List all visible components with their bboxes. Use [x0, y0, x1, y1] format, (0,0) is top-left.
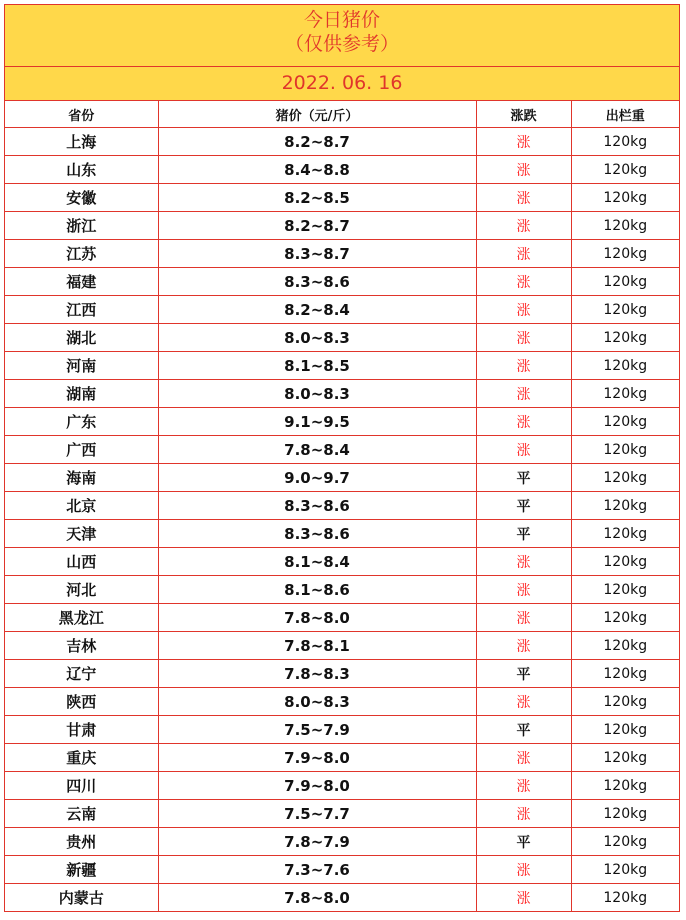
trend-cell: 平	[476, 660, 571, 688]
province-cell: 河南	[5, 352, 158, 380]
province-cell: 安徽	[5, 184, 158, 212]
province-cell: 陕西	[5, 688, 158, 716]
price-cell: 9.0~9.7	[158, 464, 476, 492]
province-cell: 江苏	[5, 240, 158, 268]
page-title: 今日猪价	[303, 9, 380, 31]
weight-cell: 120kg	[571, 744, 679, 772]
price-cell: 8.3~8.6	[158, 492, 476, 520]
province-cell: 黑龙江	[5, 604, 158, 632]
table-row	[5, 492, 679, 520]
province-cell: 山西	[5, 548, 158, 576]
weight-cell: 120kg	[571, 660, 679, 688]
trend-cell: 涨	[476, 800, 571, 828]
column-header-trend: 涨跌	[476, 101, 571, 128]
price-cell: 8.2~8.5	[158, 184, 476, 212]
table-row	[5, 464, 679, 492]
trend-cell: 涨	[476, 380, 571, 408]
table-row	[5, 772, 679, 800]
table-row	[5, 884, 679, 912]
trend-cell: 涨	[476, 212, 571, 240]
table-body	[5, 128, 679, 912]
price-cell: 7.8~8.1	[158, 632, 476, 660]
weight-cell: 120kg	[571, 324, 679, 352]
weight-cell: 120kg	[571, 408, 679, 436]
table-row	[5, 408, 679, 436]
price-cell: 7.8~8.3	[158, 660, 476, 688]
price-cell: 8.2~8.4	[158, 296, 476, 324]
table-row	[5, 520, 679, 548]
province-cell: 湖北	[5, 324, 158, 352]
table-row	[5, 576, 679, 604]
trend-cell: 平	[476, 492, 571, 520]
weight-cell: 120kg	[571, 240, 679, 268]
weight-cell: 120kg	[571, 716, 679, 744]
province-cell: 天津	[5, 520, 158, 548]
weight-cell: 120kg	[571, 800, 679, 828]
weight-cell: 120kg	[571, 604, 679, 632]
price-cell: 8.0~8.3	[158, 688, 476, 716]
weight-cell: 120kg	[571, 156, 679, 184]
trend-cell: 涨	[476, 128, 571, 156]
province-cell: 吉林	[5, 632, 158, 660]
table-row	[5, 688, 679, 716]
weight-cell: 120kg	[571, 772, 679, 800]
column-header-price: 猪价（元/斤）	[158, 101, 476, 128]
trend-cell: 涨	[476, 268, 571, 296]
table-row	[5, 604, 679, 632]
trend-cell: 涨	[476, 352, 571, 380]
price-cell: 8.3~8.6	[158, 268, 476, 296]
weight-cell: 120kg	[571, 884, 679, 912]
price-cell: 7.8~7.9	[158, 828, 476, 856]
province-cell: 河北	[5, 576, 158, 604]
province-cell: 广西	[5, 436, 158, 464]
trend-cell: 涨	[476, 324, 571, 352]
province-cell: 云南	[5, 800, 158, 828]
trend-cell: 涨	[476, 436, 571, 464]
weight-cell: 120kg	[571, 632, 679, 660]
trend-cell: 涨	[476, 772, 571, 800]
province-cell: 内蒙古	[5, 884, 158, 912]
trend-cell: 涨	[476, 576, 571, 604]
table-row	[5, 548, 679, 576]
table-row	[5, 716, 679, 744]
province-cell: 四川	[5, 772, 158, 800]
price-cell: 8.2~8.7	[158, 212, 476, 240]
province-cell: 贵州	[5, 828, 158, 856]
weight-cell: 120kg	[571, 352, 679, 380]
province-cell: 海南	[5, 464, 158, 492]
province-cell: 辽宁	[5, 660, 158, 688]
table-row	[5, 632, 679, 660]
weight-cell: 120kg	[571, 828, 679, 856]
weight-cell: 120kg	[571, 184, 679, 212]
weight-cell: 120kg	[571, 548, 679, 576]
weight-cell: 120kg	[571, 296, 679, 324]
trend-cell: 平	[476, 464, 571, 492]
price-cell: 7.3~7.6	[158, 856, 476, 884]
province-cell: 浙江	[5, 212, 158, 240]
weight-cell: 120kg	[571, 436, 679, 464]
price-cell: 8.0~8.3	[158, 380, 476, 408]
price-cell: 8.4~8.8	[158, 156, 476, 184]
weight-cell: 120kg	[571, 856, 679, 884]
weight-cell: 120kg	[571, 576, 679, 604]
price-table	[5, 101, 679, 911]
weight-cell: 120kg	[571, 520, 679, 548]
province-cell: 湖南	[5, 380, 158, 408]
trend-cell: 平	[476, 520, 571, 548]
table-row	[5, 324, 679, 352]
province-cell: 广东	[5, 408, 158, 436]
page-subtitle: （仅供参考）	[284, 33, 399, 55]
price-cell: 7.5~7.9	[158, 716, 476, 744]
table-row	[5, 660, 679, 688]
table-row	[5, 800, 679, 828]
table-row	[5, 240, 679, 268]
table-row	[5, 268, 679, 296]
province-cell: 上海	[5, 128, 158, 156]
table-row	[5, 184, 679, 212]
weight-cell: 120kg	[571, 128, 679, 156]
table-row	[5, 380, 679, 408]
price-cell: 7.8~8.0	[158, 604, 476, 632]
table-row	[5, 828, 679, 856]
price-cell: 8.3~8.6	[158, 520, 476, 548]
trend-cell: 涨	[476, 604, 571, 632]
trend-cell: 涨	[476, 548, 571, 576]
weight-cell: 120kg	[571, 268, 679, 296]
table-row	[5, 212, 679, 240]
price-cell: 8.3~8.7	[158, 240, 476, 268]
trend-cell: 涨	[476, 688, 571, 716]
price-cell: 8.1~8.6	[158, 576, 476, 604]
province-cell: 新疆	[5, 856, 158, 884]
trend-cell: 涨	[476, 408, 571, 436]
pig-price-sheet	[4, 4, 680, 912]
trend-cell: 平	[476, 716, 571, 744]
trend-cell: 涨	[476, 184, 571, 212]
trend-cell: 涨	[476, 856, 571, 884]
table-header-row	[5, 101, 679, 128]
price-cell: 8.1~8.5	[158, 352, 476, 380]
table-row	[5, 856, 679, 884]
table-row	[5, 352, 679, 380]
province-cell: 山东	[5, 156, 158, 184]
price-cell: 9.1~9.5	[158, 408, 476, 436]
report-date: 2022. 06. 16	[5, 66, 679, 100]
table-row	[5, 744, 679, 772]
province-cell: 重庆	[5, 744, 158, 772]
column-header-weight: 出栏重	[571, 101, 679, 128]
trend-cell: 涨	[476, 884, 571, 912]
province-cell: 甘肃	[5, 716, 158, 744]
province-cell: 福建	[5, 268, 158, 296]
trend-cell: 涨	[476, 156, 571, 184]
trend-cell: 涨	[476, 632, 571, 660]
price-cell: 8.0~8.3	[158, 324, 476, 352]
weight-cell: 120kg	[571, 212, 679, 240]
weight-cell: 120kg	[571, 492, 679, 520]
sheet-header	[5, 5, 679, 101]
weight-cell: 120kg	[571, 380, 679, 408]
price-cell: 7.8~8.0	[158, 884, 476, 912]
trend-cell: 平	[476, 828, 571, 856]
trend-cell: 涨	[476, 240, 571, 268]
price-cell: 7.5~7.7	[158, 800, 476, 828]
price-cell: 7.9~8.0	[158, 744, 476, 772]
table-row	[5, 156, 679, 184]
price-cell: 7.9~8.0	[158, 772, 476, 800]
table-row	[5, 436, 679, 464]
table-row	[5, 296, 679, 324]
weight-cell: 120kg	[571, 464, 679, 492]
province-cell: 江西	[5, 296, 158, 324]
table-row	[5, 128, 679, 156]
price-cell: 7.8~8.4	[158, 436, 476, 464]
weight-cell: 120kg	[571, 688, 679, 716]
province-cell: 北京	[5, 492, 158, 520]
price-cell: 8.1~8.4	[158, 548, 476, 576]
trend-cell: 涨	[476, 744, 571, 772]
price-cell: 8.2~8.7	[158, 128, 476, 156]
trend-cell: 涨	[476, 296, 571, 324]
column-header-province: 省份	[5, 101, 158, 128]
